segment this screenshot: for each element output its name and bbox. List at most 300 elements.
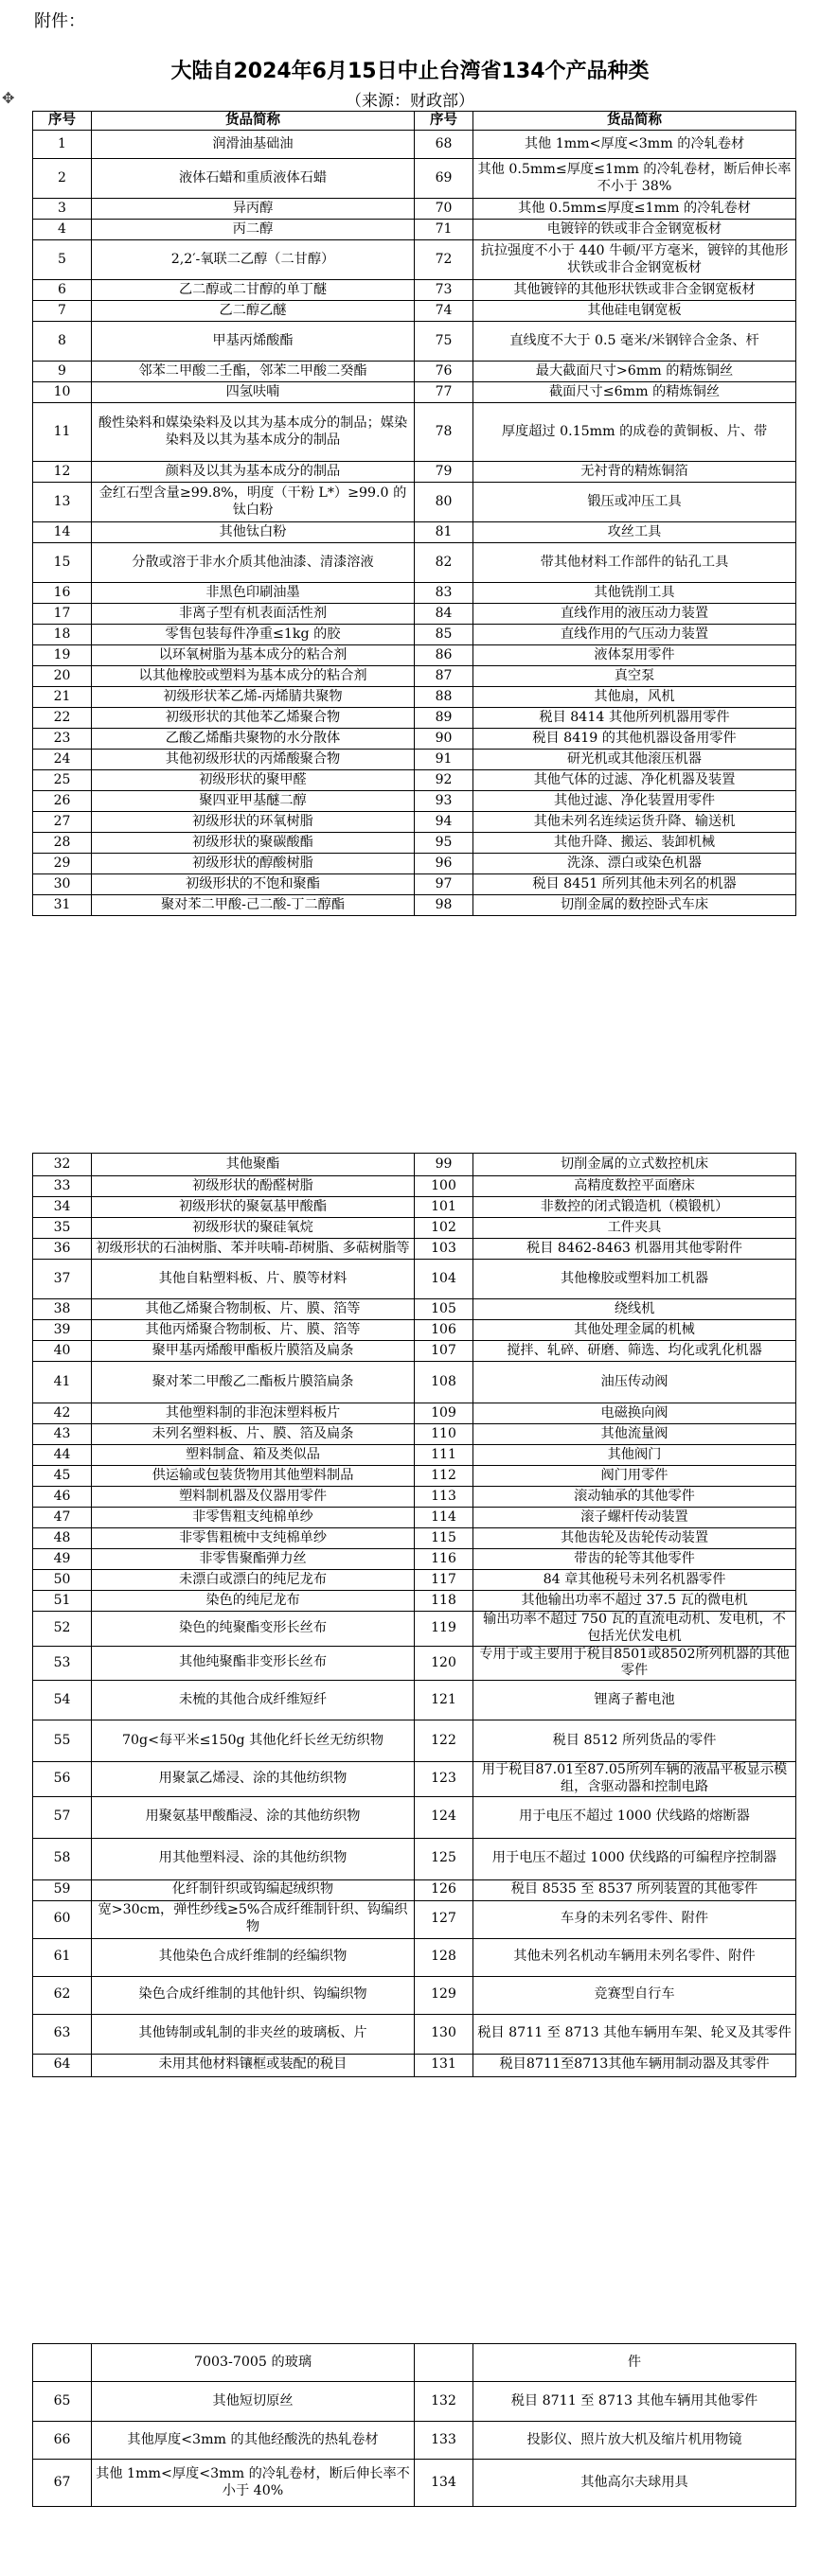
table-row xyxy=(33,2382,796,2422)
serial-cell: 83 xyxy=(415,583,473,604)
product-name-cell: 金红石型含量≥99.8%，明度（干粉 L*）≥99.0 的钛白粉 xyxy=(92,483,415,522)
table-row xyxy=(33,1466,796,1487)
product-name-cell: 税目 8711 至 8713 其他车辆用其他零件 xyxy=(473,2382,796,2422)
product-name-cell: 车身的未列名零件、附件 xyxy=(473,1900,796,1938)
product-name-cell: 初级形状的聚氨基甲酸酯 xyxy=(92,1197,415,1218)
product-name-cell: 工件夹具 xyxy=(473,1218,796,1239)
serial-cell: 53 xyxy=(33,1646,92,1681)
product-name-cell: 研光机或其他滚压机器 xyxy=(473,750,796,770)
serial-cell: 104 xyxy=(415,1260,473,1299)
table-row xyxy=(33,645,796,666)
serial-cell: 118 xyxy=(415,1591,473,1612)
product-name-cell: 其他自粘塑料板、片、膜等材料 xyxy=(92,1260,415,1299)
serial-cell: 130 xyxy=(415,2014,473,2054)
table-row xyxy=(33,1796,796,1838)
product-name-cell: 截面尺寸≤6mm 的精炼铜丝 xyxy=(473,382,796,403)
product-name-cell: 滚动轴承的其他零件 xyxy=(473,1487,796,1508)
serial-cell: 4 xyxy=(33,220,92,240)
table-row xyxy=(33,1362,796,1403)
product-name-cell: 乙酸乙烯酯共聚物的水分散体 xyxy=(92,729,415,750)
serial-cell: 121 xyxy=(415,1681,473,1720)
product-name-cell: 税目 8451 所列其他未列名的机器 xyxy=(473,874,796,895)
serial-cell: 84 xyxy=(415,604,473,625)
product-name-cell: 非离子型有机表面活性剂 xyxy=(92,604,415,625)
product-name-cell: 聚对苯二甲酸-己二酸-丁二醇酯 xyxy=(92,895,415,916)
product-name-cell: 2,2′-氧联二乙醇（二甘醇） xyxy=(92,240,415,280)
serial-cell: 114 xyxy=(415,1508,473,1528)
serial-cell: 131 xyxy=(415,2054,473,2076)
product-name-cell: 非黑色印刷油墨 xyxy=(92,583,415,604)
table-row xyxy=(33,1879,796,1900)
serial-cell: 92 xyxy=(415,770,473,791)
serial-cell: 94 xyxy=(415,812,473,833)
product-name-cell: 税目8711至8713其他车辆用制动器及其零件 xyxy=(473,2054,796,2076)
product-name-cell: 丙二醇 xyxy=(92,220,415,240)
serial-cell: 126 xyxy=(415,1879,473,1900)
product-name-cell: 四氢呋喃 xyxy=(92,382,415,403)
serial-cell: 45 xyxy=(33,1466,92,1487)
product-name-cell: 其他气体的过滤、净化机器及装置 xyxy=(473,770,796,791)
serial-cell: 123 xyxy=(415,1762,473,1797)
serial-cell: 89 xyxy=(415,708,473,729)
product-name-cell: 最大截面尺寸>6mm 的精炼铜丝 xyxy=(473,362,796,382)
serial-cell: 24 xyxy=(33,750,92,770)
product-name-cell: 其他初级形状的丙烯酸聚合物 xyxy=(92,750,415,770)
product-name-cell: 其他丙烯聚合物制板、片、膜、箔等 xyxy=(92,1320,415,1341)
product-name-cell: 其他 0.5mm≤厚度≤1mm 的冷轧卷材 xyxy=(473,199,796,220)
serial-cell: 59 xyxy=(33,1879,92,1900)
serial-cell: 125 xyxy=(415,1838,473,1879)
product-name-cell: 颜料及以其为基本成分的制品 xyxy=(92,462,415,483)
serial-cell: 66 xyxy=(33,2422,92,2460)
product-name-cell: 其他短切原丝 xyxy=(92,2382,415,2422)
product-name-cell: 其他扇，风机 xyxy=(473,687,796,708)
product-name-cell: 非零售聚酯弹力丝 xyxy=(92,1549,415,1570)
serial-cell: 69 xyxy=(415,159,473,199)
product-name-cell: 润滑油基础油 xyxy=(92,131,415,159)
product-name-cell: 电镀锌的铁或非合金钢宽板材 xyxy=(473,220,796,240)
table-row xyxy=(33,1445,796,1466)
serial-cell: 113 xyxy=(415,1487,473,1508)
table-row xyxy=(33,483,796,522)
serial-cell: 80 xyxy=(415,483,473,522)
table-row xyxy=(33,1341,796,1362)
product-name-cell: 未用其他材料镶框或装配的税目 xyxy=(92,2054,415,2076)
product-name-cell: 直线作用的气压动力装置 xyxy=(473,625,796,645)
table-row xyxy=(33,159,796,199)
serial-cell: 32 xyxy=(33,1154,92,1176)
serial-cell: 51 xyxy=(33,1591,92,1612)
table-row xyxy=(33,1320,796,1341)
serial-cell: 116 xyxy=(415,1549,473,1570)
header-product-name: 货品简称 xyxy=(92,112,415,131)
serial-cell: 127 xyxy=(415,1900,473,1938)
serial-cell: 8 xyxy=(33,322,92,362)
serial-cell: 58 xyxy=(33,1838,92,1879)
serial-cell: 85 xyxy=(415,625,473,645)
serial-cell: 67 xyxy=(33,2460,92,2507)
product-name-cell: 锂离子蓄电池 xyxy=(473,1681,796,1720)
product-name-cell: 厚度超过 0.15mm 的成卷的黄铜板、片、带 xyxy=(473,403,796,462)
table-row xyxy=(33,1260,796,1299)
serial-cell: 81 xyxy=(415,522,473,543)
product-name-cell: 其他 0.5mm≤厚度≤1mm 的冷轧卷材，断后伸长率不小于 38% xyxy=(473,159,796,199)
table-row xyxy=(33,666,796,687)
serial-cell: 60 xyxy=(33,1900,92,1938)
product-name-cell: 件 xyxy=(473,2344,796,2382)
product-name-cell: 用于电压不超过 1000 伏线路的熔断器 xyxy=(473,1796,796,1838)
product-table-part-2 xyxy=(32,1153,796,2077)
product-name-cell: 带齿的轮等其他零件 xyxy=(473,1549,796,1570)
table-row xyxy=(33,362,796,382)
serial-cell: 128 xyxy=(415,1938,473,1976)
serial-cell: 16 xyxy=(33,583,92,604)
table-row xyxy=(33,322,796,362)
table-row xyxy=(33,1681,796,1720)
product-name-cell: 未梳的其他合成纤维短纤 xyxy=(92,1681,415,1720)
serial-cell xyxy=(33,2344,92,2382)
serial-cell: 21 xyxy=(33,687,92,708)
serial-cell: 26 xyxy=(33,791,92,812)
table-row xyxy=(33,583,796,604)
product-name-cell: 初级形状的聚碳酸酯 xyxy=(92,833,415,854)
serial-cell: 19 xyxy=(33,645,92,666)
product-name-cell: 用于电压不超过 1000 伏线路的可编程序控制器 xyxy=(473,1838,796,1879)
serial-cell: 23 xyxy=(33,729,92,750)
serial-cell: 57 xyxy=(33,1796,92,1838)
table-row xyxy=(33,708,796,729)
product-name-cell: 初级形状的聚甲醛 xyxy=(92,770,415,791)
table-row xyxy=(33,2344,796,2382)
table-row xyxy=(33,462,796,483)
serial-cell: 102 xyxy=(415,1218,473,1239)
product-name-cell: 无衬背的精炼铜箔 xyxy=(473,462,796,483)
serial-cell: 90 xyxy=(415,729,473,750)
serial-cell: 72 xyxy=(415,240,473,280)
product-name-cell: 直线作用的液压动力装置 xyxy=(473,604,796,625)
serial-cell: 78 xyxy=(415,403,473,462)
product-name-cell: 初级形状的酚醛树脂 xyxy=(92,1176,415,1197)
product-name-cell: 其他橡胶或塑料加工机器 xyxy=(473,1260,796,1299)
serial-cell: 39 xyxy=(33,1320,92,1341)
table-row xyxy=(33,1154,796,1176)
serial-cell: 88 xyxy=(415,687,473,708)
product-name-cell: 其他未列名连续运货升降、输送机 xyxy=(473,812,796,833)
serial-cell: 41 xyxy=(33,1362,92,1403)
serial-cell: 82 xyxy=(415,543,473,583)
product-name-cell: 以环氧树脂为基本成分的粘合剂 xyxy=(92,645,415,666)
table-row xyxy=(33,895,796,916)
serial-cell: 56 xyxy=(33,1762,92,1797)
product-name-cell: 电磁换向阀 xyxy=(473,1403,796,1424)
product-name-cell: 其他流量阀 xyxy=(473,1424,796,1445)
table-row xyxy=(33,1487,796,1508)
serial-cell: 109 xyxy=(415,1403,473,1424)
table-row xyxy=(33,1838,796,1879)
product-name-cell: 其他齿轮及齿轮传动装置 xyxy=(473,1528,796,1549)
product-name-cell: 其他过滤、净化装置用零件 xyxy=(473,791,796,812)
product-name-cell: 其他铸制或轧制的非夹丝的玻璃板、片 xyxy=(92,2014,415,2054)
serial-cell: 33 xyxy=(33,1176,92,1197)
product-name-cell: 阀门用零件 xyxy=(473,1466,796,1487)
serial-cell: 73 xyxy=(415,280,473,301)
product-name-cell: 其他升降、搬运、装卸机械 xyxy=(473,833,796,854)
serial-cell: 12 xyxy=(33,462,92,483)
table-row xyxy=(33,750,796,770)
serial-cell: 100 xyxy=(415,1176,473,1197)
table-row xyxy=(33,1591,796,1612)
serial-cell: 95 xyxy=(415,833,473,854)
serial-cell: 52 xyxy=(33,1612,92,1647)
serial-cell: 63 xyxy=(33,2014,92,2054)
table-row xyxy=(33,199,796,220)
product-name-cell: 切削金属的立式数控机床 xyxy=(473,1154,796,1176)
serial-cell: 65 xyxy=(33,2382,92,2422)
table-row xyxy=(33,687,796,708)
serial-cell: 44 xyxy=(33,1445,92,1466)
table-row xyxy=(33,1570,796,1591)
product-name-cell: 初级形状的环氧树脂 xyxy=(92,812,415,833)
product-name-cell: 其他输出功率不超过 37.5 瓦的微电机 xyxy=(473,1591,796,1612)
table-row xyxy=(33,812,796,833)
table-row xyxy=(33,131,796,159)
table-row xyxy=(33,220,796,240)
product-name-cell: 其他钛白粉 xyxy=(92,522,415,543)
serial-cell: 15 xyxy=(33,543,92,583)
product-name-cell: 甲基丙烯酸酯 xyxy=(92,322,415,362)
serial-cell: 70 xyxy=(415,199,473,220)
serial-cell: 99 xyxy=(415,1154,473,1176)
product-name-cell: 染色的纯聚酯变形长丝布 xyxy=(92,1612,415,1647)
serial-cell: 10 xyxy=(33,382,92,403)
product-name-cell: 液体泵用零件 xyxy=(473,645,796,666)
product-name-cell: 其他乙烯聚合物制板、片、膜、箔等 xyxy=(92,1299,415,1320)
product-name-cell: 染色合成纤维制的其他针织、钩编织物 xyxy=(92,1976,415,2014)
product-name-cell: 非零售粗支纯棉单纱 xyxy=(92,1508,415,1528)
table-row xyxy=(33,1424,796,1445)
table-header-row xyxy=(33,112,796,131)
product-name-cell: 其他阀门 xyxy=(473,1445,796,1466)
serial-cell: 38 xyxy=(33,1299,92,1320)
product-name-cell: 税目 8512 所列货品的零件 xyxy=(473,1720,796,1762)
serial-cell: 34 xyxy=(33,1197,92,1218)
serial-cell: 101 xyxy=(415,1197,473,1218)
product-name-cell: 搅拌、轧碎、研磨、筛选、均化或乳化机器 xyxy=(473,1341,796,1362)
product-name-cell: 异丙醇 xyxy=(92,199,415,220)
product-name-cell: 分散或溶于非水介质其他油漆、清漆溶液 xyxy=(92,543,415,583)
product-name-cell: 零售包装每件净重≤1kg 的胶 xyxy=(92,625,415,645)
table-row xyxy=(33,625,796,645)
product-name-cell: 乙二醇或二甘醇的单丁醚 xyxy=(92,280,415,301)
serial-cell: 30 xyxy=(33,874,92,895)
product-name-cell: 其他 1mm<厚度<3mm 的冷轧卷材 xyxy=(473,131,796,159)
table-row xyxy=(33,1900,796,1938)
product-name-cell: 真空泵 xyxy=(473,666,796,687)
product-name-cell: 高精度数控平面磨床 xyxy=(473,1176,796,1197)
serial-cell: 17 xyxy=(33,604,92,625)
serial-cell: 62 xyxy=(33,1976,92,2014)
header-serial: 序号 xyxy=(415,112,473,131)
serial-cell: 103 xyxy=(415,1239,473,1260)
serial-cell xyxy=(415,2344,473,2382)
serial-cell: 49 xyxy=(33,1549,92,1570)
serial-cell: 64 xyxy=(33,2054,92,2076)
serial-cell: 42 xyxy=(33,1403,92,1424)
serial-cell: 134 xyxy=(415,2460,473,2507)
product-name-cell: 其他 1mm<厚度<3mm 的冷轧卷材，断后伸长率不小于 40% xyxy=(92,2460,415,2507)
table-row xyxy=(33,604,796,625)
serial-cell: 77 xyxy=(415,382,473,403)
product-name-cell: 以其他橡胶或塑料为基本成分的粘合剂 xyxy=(92,666,415,687)
serial-cell: 129 xyxy=(415,1976,473,2014)
product-table-part-1 xyxy=(32,111,796,916)
serial-cell: 112 xyxy=(415,1466,473,1487)
serial-cell: 27 xyxy=(33,812,92,833)
serial-cell: 31 xyxy=(33,895,92,916)
product-name-cell: 用聚氨基甲酸酯浸、涂的其他纺织物 xyxy=(92,1796,415,1838)
header-serial: 序号 xyxy=(33,112,92,131)
product-name-cell: 供运输或包装货物用其他塑料制品 xyxy=(92,1466,415,1487)
table-row xyxy=(33,1239,796,1260)
table-row xyxy=(33,1612,796,1647)
serial-cell: 22 xyxy=(33,708,92,729)
serial-cell: 37 xyxy=(33,1260,92,1299)
product-name-cell: 其他染色合成纤维制的经编织物 xyxy=(92,1938,415,1976)
product-name-cell: 税目 8419 的其他机器设备用零件 xyxy=(473,729,796,750)
serial-cell: 54 xyxy=(33,1681,92,1720)
table-row xyxy=(33,1508,796,1528)
serial-cell: 5 xyxy=(33,240,92,280)
table-row xyxy=(33,833,796,854)
product-name-cell: 锻压或冲压工具 xyxy=(473,483,796,522)
serial-cell: 97 xyxy=(415,874,473,895)
table-row xyxy=(33,1299,796,1320)
table-row xyxy=(33,1197,796,1218)
product-name-cell: 宽>30cm，弹性纱线≥5%合成纤维制针织、钩编织物 xyxy=(92,1900,415,1938)
product-name-cell: 非零售粗梳中支纯棉单纱 xyxy=(92,1528,415,1549)
document-title: 大陆自2024年6月15日中止台湾省134个产品种类 xyxy=(170,60,650,83)
product-name-cell: 初级形状的其他苯乙烯聚合物 xyxy=(92,708,415,729)
product-name-cell: 投影仪、照片放大机及缩片机用物镜 xyxy=(473,2422,796,2460)
table-row xyxy=(33,543,796,583)
product-name-cell: 带其他材料工作部件的钻孔工具 xyxy=(473,543,796,583)
attachment-note: 附件： xyxy=(34,11,85,31)
product-name-cell: 抗拉强度不小于 440 牛顿/平方毫米，镀锌的其他形状铁或非合金钢宽板材 xyxy=(473,240,796,280)
serial-cell: 120 xyxy=(415,1646,473,1681)
serial-cell: 98 xyxy=(415,895,473,916)
product-name-cell: 初级形状的不饱和聚酯 xyxy=(92,874,415,895)
product-name-cell: 化纤制针织或钩编起绒织物 xyxy=(92,1879,415,1900)
serial-cell: 87 xyxy=(415,666,473,687)
table-row xyxy=(33,2460,796,2507)
table-row xyxy=(33,1549,796,1570)
product-table-part-3 xyxy=(32,2343,796,2507)
serial-cell: 40 xyxy=(33,1341,92,1362)
product-name-cell: 切削金属的数控卧式车床 xyxy=(473,895,796,916)
serial-cell: 61 xyxy=(33,1938,92,1976)
serial-cell: 93 xyxy=(415,791,473,812)
serial-cell: 119 xyxy=(415,1612,473,1647)
product-name-cell: 乙二醇乙醚 xyxy=(92,301,415,322)
table-row xyxy=(33,2014,796,2054)
product-name-cell: 初级形状的聚硅氧烷 xyxy=(92,1218,415,1239)
table-row xyxy=(33,1720,796,1762)
serial-cell: 75 xyxy=(415,322,473,362)
product-name-cell: 其他塑料制的非泡沫塑料板片 xyxy=(92,1403,415,1424)
serial-cell: 13 xyxy=(33,483,92,522)
table-row xyxy=(33,1218,796,1239)
product-name-cell: 7003-7005 的玻璃 xyxy=(92,2344,415,2382)
product-name-cell: 84 章其他税号未列名机器零件 xyxy=(473,1570,796,1591)
product-name-cell: 聚甲基丙烯酸甲酯板片膜箔及扁条 xyxy=(92,1341,415,1362)
header-product-name: 货品简称 xyxy=(473,112,796,131)
serial-cell: 35 xyxy=(33,1218,92,1239)
table-row xyxy=(33,1938,796,1976)
serial-cell: 115 xyxy=(415,1528,473,1549)
table-row xyxy=(33,1528,796,1549)
product-name-cell: 塑料制盒、箱及类似品 xyxy=(92,1445,415,1466)
serial-cell: 76 xyxy=(415,362,473,382)
serial-cell: 3 xyxy=(33,199,92,220)
serial-cell: 74 xyxy=(415,301,473,322)
serial-cell: 43 xyxy=(33,1424,92,1445)
product-name-cell: 其他纯聚酯非变形长丝布 xyxy=(92,1646,415,1681)
product-name-cell: 用聚氯乙烯浸、涂的其他纺织物 xyxy=(92,1762,415,1797)
product-name-cell: 其他高尔夫球用具 xyxy=(473,2460,796,2507)
serial-cell: 9 xyxy=(33,362,92,382)
table-row xyxy=(33,854,796,874)
table-row xyxy=(33,2422,796,2460)
serial-cell: 122 xyxy=(415,1720,473,1762)
product-name-cell: 聚对苯二甲酸乙二酯板片膜箔扁条 xyxy=(92,1362,415,1403)
product-name-cell: 其他厚度<3mm 的其他经酸洗的热轧卷材 xyxy=(92,2422,415,2460)
product-name-cell: 初级形状的醇酸树脂 xyxy=(92,854,415,874)
serial-cell: 55 xyxy=(33,1720,92,1762)
table-row xyxy=(33,1176,796,1197)
product-name-cell: 聚四亚甲基醚二醇 xyxy=(92,791,415,812)
product-name-cell: 其他铣削工具 xyxy=(473,583,796,604)
serial-cell: 46 xyxy=(33,1487,92,1508)
table-row xyxy=(33,729,796,750)
table-row xyxy=(33,382,796,403)
product-name-cell: 税目 8711 至 8713 其他车辆用车架、轮叉及其零件 xyxy=(473,2014,796,2054)
product-name-cell: 输出功率不超过 750 瓦的直流电动机、发电机，不包括光伏发电机 xyxy=(473,1612,796,1647)
product-name-cell: 其他镀锌的其他形状铁或非合金钢宽板材 xyxy=(473,280,796,301)
table-row xyxy=(33,280,796,301)
serial-cell: 1 xyxy=(33,131,92,159)
product-name-cell: 油压传动阀 xyxy=(473,1362,796,1403)
product-name-cell: 用其他塑料浸、涂的其他纺织物 xyxy=(92,1838,415,1879)
product-name-cell: 染色的纯尼龙布 xyxy=(92,1591,415,1612)
move-handle-icon[interactable]: ✥ xyxy=(2,89,15,107)
serial-cell: 79 xyxy=(415,462,473,483)
product-name-cell: 其他硅电钢宽板 xyxy=(473,301,796,322)
product-name-cell: 其他处理金属的机械 xyxy=(473,1320,796,1341)
product-name-cell: 用于税目87.01至87.05所列车辆的液晶平板显示模组，含驱动器和控制电路 xyxy=(473,1762,796,1797)
product-name-cell: 70g<每平米≤150g 其他化纤长丝无纺织物 xyxy=(92,1720,415,1762)
serial-cell: 2 xyxy=(33,159,92,199)
serial-cell: 6 xyxy=(33,280,92,301)
table-row xyxy=(33,770,796,791)
serial-cell: 48 xyxy=(33,1528,92,1549)
serial-cell: 11 xyxy=(33,403,92,462)
table-row xyxy=(33,874,796,895)
serial-cell: 36 xyxy=(33,1239,92,1260)
table-row xyxy=(33,2054,796,2076)
table-row xyxy=(33,301,796,322)
product-name-cell: 洗涤、漂白或染色机器 xyxy=(473,854,796,874)
serial-cell: 47 xyxy=(33,1508,92,1528)
